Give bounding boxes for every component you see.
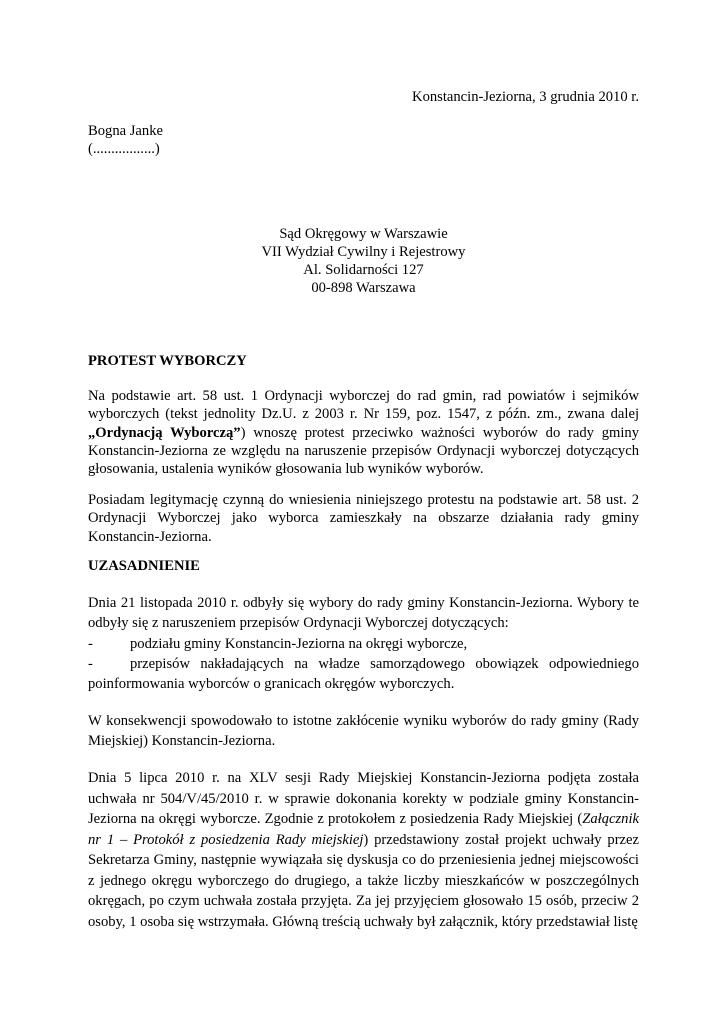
recipient-court-name: Sąd Okręgowy w Warszawie [279, 226, 448, 242]
recipient-city: 00-898 Warszawa [311, 280, 416, 296]
place-and-date: Konstancin-Jeziorna, 3 grudnia 2010 r. [412, 89, 639, 105]
legitimacy-paragraph: Posiadam legitymację czynną do wniesienia niniejszego protestu na podstawie art. 58 ust. 2 Ordynacji Wyborczej jako wyborca zamieszkały na obszarze działania rady gminy Konstancin-Jeziorna. [88, 492, 639, 545]
intro-text-2: ) wnoszę protest przeciwko ważności wyborów do rady gminy Konstancin-Jeziorna ze względu na naruszenie przepisów Ordynacji wyborczej dotyczących głosowania, ustalenia wyników głosowania lub wyników wyborów. [88, 424, 639, 478]
bullet-item-1 [88, 634, 639, 654]
recipient-division: VII Wydział Cywilny i Rejestrowy [261, 244, 466, 260]
bullet-text-1: podziału gminy Konstancin-Jeziorna na okręgi wyborcze, [130, 635, 468, 652]
intro-bold-term: „Ordynacją Wyborczą” [88, 424, 241, 441]
p3-text-1: Dnia 5 lipca 2010 r. na XLV sesji Rady Miejskiej Konstancin-Jeziorna podjęta została uchwała nr 504/V/45/2010 r. w sprawie dokonania korekty w podziale gminy Konstancin-Jeziorna na okręgi wyborcze. Zgodnie z protokołem z posiedzenia Rady Miejskiej ( [88, 770, 639, 827]
document-title: PROTEST WYBORCZY [88, 353, 247, 369]
sender-block [88, 122, 163, 158]
sender-address-placeholder: (.................) [88, 141, 160, 157]
justification-intro-block [88, 593, 639, 694]
recipient-block [88, 225, 639, 297]
bullet-text-2-line-1: przepisów nakładających na władze samorządowego obowiązek odpowiedniego [130, 655, 639, 672]
intro-text-1: Na podstawie art. 58 ust. 1 Ordynacji wyborczej do rad gmin, rad powiatów i sejmików wyborczych (tekst jednolity Dz.U. z 2003 r. Nr 159, poz. 1547, z późn. zm., zwana dalej [88, 388, 639, 423]
justification-paragraph-1: Dnia 21 listopada 2010 r. odbyły się wybory do rady gminy Konstancin-Jeziorna. Wybory te odbyły się z naruszeniem przepisów Ordynacji Wyborczej dotyczących: [88, 595, 639, 632]
bullet-dash: - [88, 655, 93, 672]
p3-attachment-reference: Załącznik nr 1 – Protokół z posiedzenia Rady miejskiej [88, 811, 639, 848]
intro-paragraph [88, 387, 639, 478]
bullet-item-2 [88, 654, 639, 674]
bullet-dash: - [88, 635, 93, 652]
justification-heading: UZASADNIENIE [88, 558, 200, 574]
justification-paragraph-2: W konsekwencji spowodowało to istotne zakłócenie wyniku wyborów do rady gminy (Rady Miejskiej) Konstancin-Jeziorna. [88, 713, 639, 750]
sender-name: Bogna Janke [88, 123, 163, 139]
document-page [88, 0, 639, 1024]
justification-paragraph-3 [88, 768, 639, 932]
p3-text-2: ) przedstawiony został projekt uchwały przez Sekretarza Gminy, następnie wywiązała się dyskusja co do przeniesienia jednej miejscowości z jednego okręgu wyborczego do drugiego, a także liczby mieszkańców w poszczególnych okręgach, po czym uchwała została przyjęta. Za jej przyjęciem głosowało 15 osób, przeciw 2 osoby, 1 osoba się wstrzymała. Główną treścią uchwały był załącznik, który przedstawiał listę [88, 831, 639, 930]
recipient-street: Al. Solidarności 127 [303, 262, 424, 278]
bullet-text-2-line-2: poinformowania wyborców o granicach okręgów wyborczych. [88, 676, 455, 693]
